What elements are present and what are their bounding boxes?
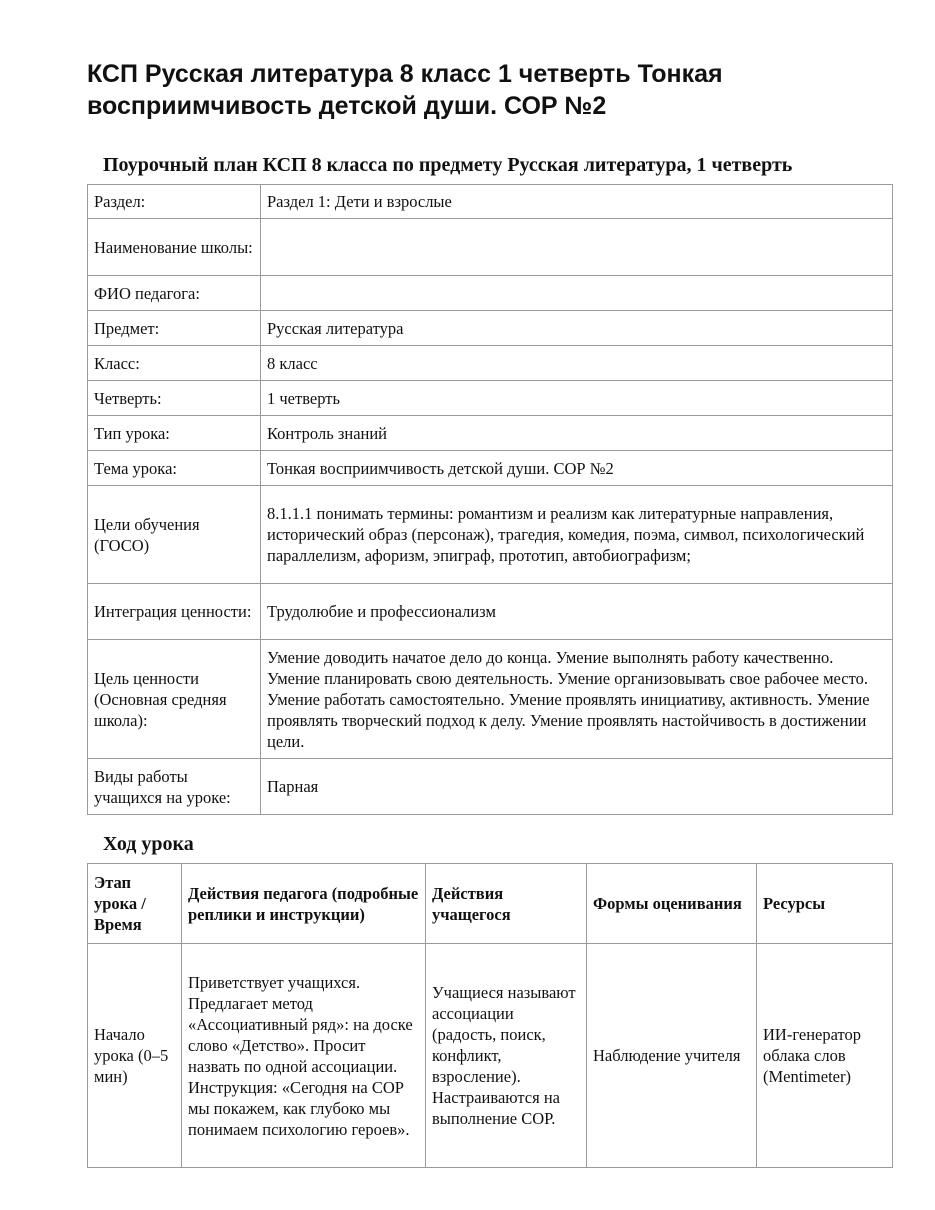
row-label: Интеграция ценности:: [88, 584, 261, 640]
row-label: Виды работы учащихся на уроке:: [88, 759, 261, 815]
row-value: Парная: [261, 759, 893, 815]
row-value: 8 класс: [261, 346, 893, 381]
row-value: 1 четверть: [261, 381, 893, 416]
row-label: Раздел:: [88, 185, 261, 219]
row-label: Тема урока:: [88, 451, 261, 486]
row-value: [261, 276, 893, 311]
column-header: Этап урока / Время: [88, 864, 182, 944]
row-value: 8.1.1.1 понимать термины: романтизм и реализм как литературные направления, исторический образ (персонаж), трагедия, комедия, поэма, символ, психологический параллелизм, афоризм, эпиграф, прототип, автобиографизм;: [261, 486, 893, 584]
teacher-actions-cell: Приветствует учащихся. Предлагает метод «Ассоциативный ряд»: на доске слово «Детство». Просит назвать по одной ассоциации. Инструкция: «Сегодня на СОР мы покажем, как глубоко мы понимаем психологию героев».: [182, 944, 426, 1168]
column-header: Действия педагога (подробные реплики и инструкции): [182, 864, 426, 944]
student-actions-cell: Учащиеся называют ассоциации (радость, поиск, конфликт, взросление). Настраиваются на выполнение СОР.: [426, 944, 587, 1168]
row-label: Цели обучения (ГОСО): [88, 486, 261, 584]
plan-heading: Поурочный план КСП 8 класса по предмету Русская литература, 1 четверть: [103, 154, 793, 176]
table-row: [88, 451, 893, 486]
stage-cell: Начало урока (0–5 мин): [88, 944, 182, 1168]
document-page: [87, 58, 893, 1168]
row-label: Класс:: [88, 346, 261, 381]
row-label: Цель ценности (Основная средняя школа):: [88, 640, 261, 759]
plan-info-table: [87, 184, 893, 815]
table-row: [88, 416, 893, 451]
row-label: Предмет:: [88, 311, 261, 346]
row-value: Русская литература: [261, 311, 893, 346]
row-label: Тип урока:: [88, 416, 261, 451]
document-title: КСП Русская литература 8 класс 1 четверть Тонкая восприимчивость детской души. СОР №2: [87, 60, 723, 120]
row-value: [261, 219, 893, 276]
table-row: [88, 584, 893, 640]
table-header-row: [88, 864, 893, 944]
row-value: Контроль знаний: [261, 416, 893, 451]
table-row: [88, 276, 893, 311]
table-row: [88, 219, 893, 276]
column-header: Формы оценивания: [587, 864, 757, 944]
row-label: Наименование школы:: [88, 219, 261, 276]
lesson-heading: Ход урока: [103, 833, 194, 855]
row-value: Тонкая восприимчивость детской души. СОР №2: [261, 451, 893, 486]
row-label: ФИО педагога:: [88, 276, 261, 311]
table-row: [88, 381, 893, 416]
row-value: Раздел 1: Дети и взрослые: [261, 185, 893, 219]
row-value: Умение доводить начатое дело до конца. Умение выполнять работу качественно. Умение планировать свою деятельность. Умение организовывать свое рабочее место. Умение работать самостоятельно. Умение проявлять инициативу, активность. Умение проявлять творческий подход к делу. Умение проявлять настойчивость в достижении цели.: [261, 640, 893, 759]
row-value: Трудолюбие и профессионализм: [261, 584, 893, 640]
assessment-cell: Наблюдение учителя: [587, 944, 757, 1168]
table-row: [88, 311, 893, 346]
table-row: [88, 185, 893, 219]
resources-cell: ИИ-генератор облака слов (Mentimeter): [757, 944, 893, 1168]
column-header: Действия учащегося: [426, 864, 587, 944]
table-row: [88, 346, 893, 381]
row-label: Четверть:: [88, 381, 261, 416]
table-row: [88, 640, 893, 759]
table-row: [88, 759, 893, 815]
table-row: [88, 486, 893, 584]
table-row: [88, 944, 893, 1168]
lesson-table: [87, 863, 893, 1168]
column-header: Ресурсы: [757, 864, 893, 944]
